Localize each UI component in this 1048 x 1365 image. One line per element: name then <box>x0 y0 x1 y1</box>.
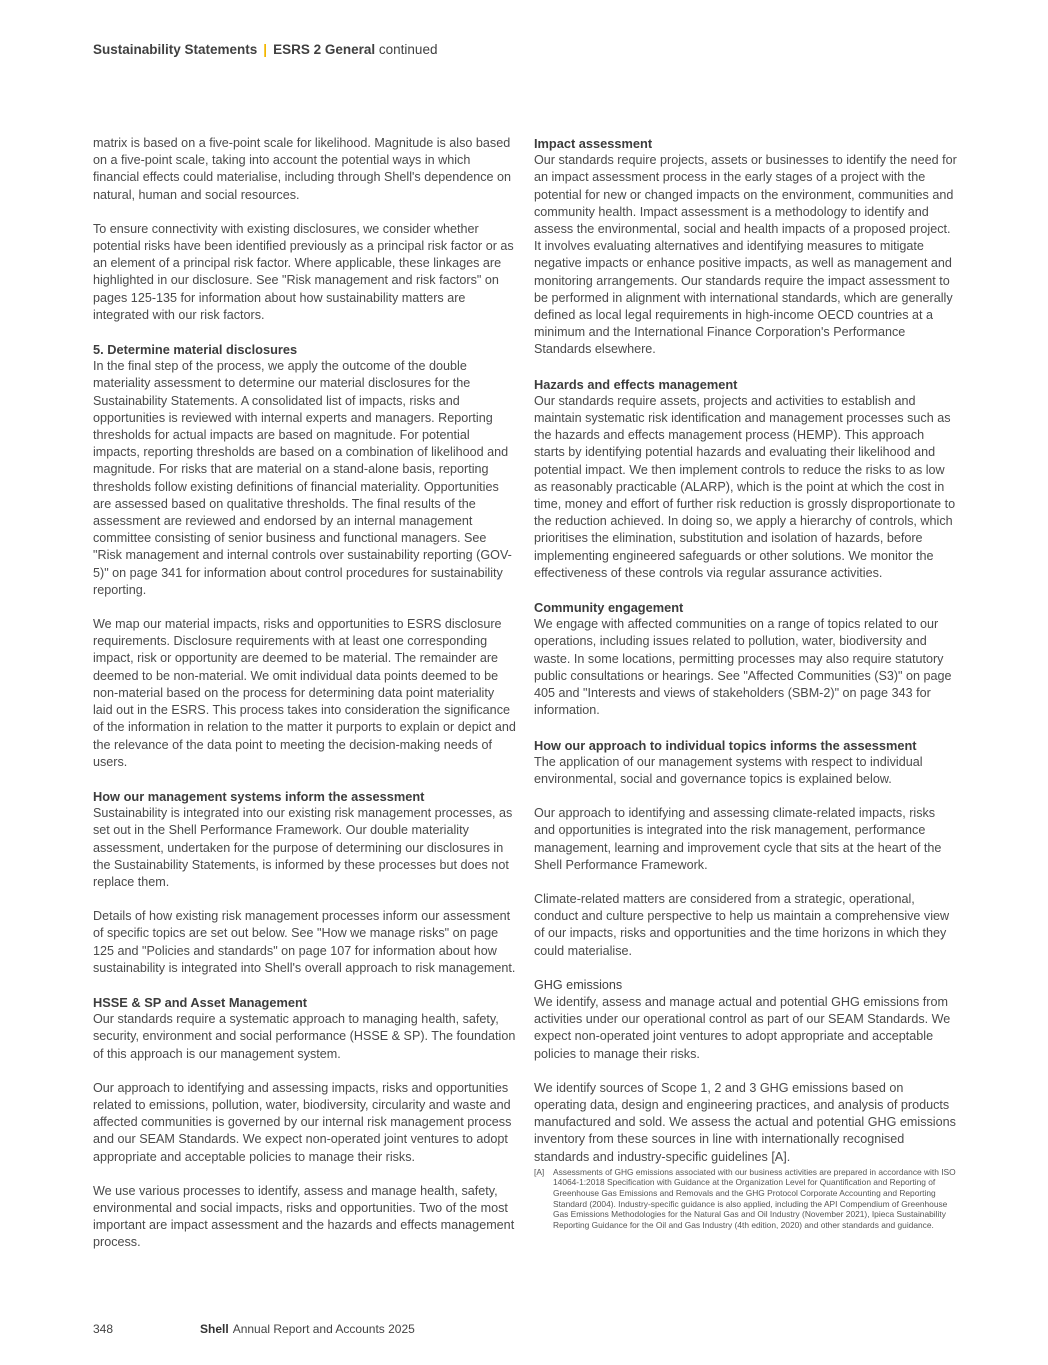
footer-publication: Annual Report and Accounts 2025 <box>232 1322 415 1336</box>
header-separator: | <box>263 42 268 57</box>
paragraph: To ensure connectivity with existing disclosures, we consider whether potential risks have been identified previously as a principal risk factor or as an element of a principal risk factor. Where applicable, these linkages are highlighted in our disclosure. See "Risk management and risk factors" on pages 125-135 for information about how sustainability matters are integrated with our risk factors. <box>93 221 514 322</box>
right-column <box>534 135 958 1230</box>
section-heading: 5. Determine material disclosures <box>93 342 298 358</box>
paragraph: Our approach to identifying and assessing climate-related impacts, risks and opportunities is integrated into the risk management, performance management, learning and improvement cycle that sits at the heart of the Shell Performance Framework. <box>534 806 942 872</box>
section-heading: HSSE & SP and Asset Management <box>93 994 308 1010</box>
page-footer <box>93 1322 415 1336</box>
paragraph: Sustainability is integrated into our existing risk management processes, as set out in the Shell Performance Framework. Our double materiality assessment, undertaken for the purpose of determining our disclosures in the Sustainability Statements, is informed by these processes but does not replace them. <box>93 806 513 889</box>
header-section: Sustainability Statements <box>93 42 258 57</box>
paragraph: We use various processes to identify, assess and manage health, safety, environmental and social impacts, risks and opportunities. Two of the most important are impact assessment and the hazards and effects management process. <box>93 1183 515 1250</box>
page-number: 348 <box>93 1322 114 1336</box>
section-heading: Impact assessment <box>534 136 653 151</box>
section-heading: Community engagement <box>534 600 684 616</box>
paragraph: In the final step of the process, we apply the outcome of the double materiality assessment to determine our material disclosures for the Sustainability Statements. A consolidated list of impacts, risks and opportunities is reviewed with internal experts and managers. Reporting thresholds for actual impacts are based on magnitude. For potential impacts, reporting thresholds are based on a combination of likelihood and magnitude. For risks that are material on a stand-alone basis, reporting thresholds follow existing definitions of financial materiality. Opportunities are assessed based on qualitative thresholds. The final results of the assessment are reviewed and endorsed by an internal management committee consisting of senior business and functional managers. See "Risk management and internal controls over sustainability reporting (GOV-5)" on page 341 for information about control procedures for sustainability reporting. <box>93 359 512 597</box>
paragraph: matrix is based on a five-point scale for likelihood. Magnitude is also based on a five-point scale, taking into account the potential ways in which financial effects could materialise, including through Shell's dependence on natural, human and social resources. <box>93 136 512 202</box>
footnote-mark: [A] <box>534 1166 545 1177</box>
paragraph: We map our material impacts, risks and opportunities to ESRS disclosure requirements. Disclosure requirements with at least one corresponding impact, risk or opportunity are deemed to be material. The remainder are deemed to be non-material. We omit individual data points deemed to be non-material based on the process for determining data point materiality laid out in the ESRS. This process takes into consideration the significance of the information in relation to the matter it purports to explain or depict and the relevance of the data point to meeting the decision-making needs of users. <box>93 617 516 769</box>
footnote-text: Assessments of GHG emissions associated with our business activities are prepared in accordance with ISO 14064-1:2018 Specification with Guidance at the Organization Level for Quantification and Reporting of Greenhouse Gas Emissions and Removals and the GHG Protocol Corporate Accounting and Reporting Standard (2004). Industry-specific guidance is also applied, including the API Compendium of Greenhouse Gas Emissions Methodologies for the Natural Gas and Oil Industry (November 2021), Ipieca Sustainability Reporting Guidance for the Oil and Gas Industry (4th edition, 2020) and other standards and guidance. <box>553 1166 956 1230</box>
header-subsection: ESRS 2 General <box>273 42 376 57</box>
footer-brand: Shell <box>200 1322 229 1336</box>
footnote <box>534 1167 958 1231</box>
left-column <box>93 135 517 1269</box>
paragraph: Climate-related matters are considered from a strategic, operational, conduct and culture perspective to help us maintain a comprehensive view of our impacts, risks and opportunities and the time horizons in which they could materialise. <box>534 891 950 958</box>
paragraph: Our standards require assets, projects and activities to establish and maintain systematic risk identification and management processes such as the hazards and effects management process (HEMP). This approach starts by identifying potential hazards and evaluating their likelihood and potential impact. We then implement controls to reduce the risks to as low as reasonably practicable (ALARP), which is the point at which the cost in time, money and effort of further risk reduction is grossly disproportionate to the reduction achieved. In doing so, we apply a hierarchy of controls, which prioritises the elimination, substitution and isolation of hazards, before implementing engineered safeguards or other solutions. We monitor the effectiveness of these controls via regular assurance activities. <box>534 393 956 580</box>
paragraph: We identify sources of Scope 1, 2 and 3 GHG emissions based on operating data, design and engineering practices, and analysis of products manufactured and sold. We assess the actual and potential GHG emissions inventory from these sources in line with internationally recognised standards and industry-specific guidelines [A]. <box>534 1080 956 1164</box>
paragraph: Our standards require a systematic approach to managing health, safety, security, environment and social performance (HSSE & SP). The foundation of this approach is our management system. <box>93 1012 516 1061</box>
paragraph: We identify, assess and manage actual and potential GHG emissions from activities under our operational control as part of our SEAM Standards. We expect non-operated joint ventures to adopt appropriate and acceptable policies to manage their risks. <box>534 994 951 1061</box>
section-heading: Hazards and effects management <box>534 376 738 392</box>
paragraph: Our standards require projects, assets or businesses to identify the need for an impact assessment process in the early stages of a project with the potential for new or changed impacts on the environment, communities and community health. Impact assessment is a methodology to identify and assess the environmental, social and health impacts of a proposed project. It involves evaluating alternatives and identifying measures to mitigate negative impacts or enhance positive impacts, as well as management and monitoring arrangements. Our standards require the impact assessment to be performed in alignment with international standards, which are generally defined as local legal requirements in high-income OECD countries at a minimum and the International Finance Corporation's Performance Standards elsewhere. <box>534 153 957 357</box>
paragraph: We engage with affected communities on a range of topics related to our operations, including issues related to pollution, water, biodiversity and waste. In some locations, permitting processes may also require statutory public consultations or hearings. See "Affected Communities (S3)" on page 405 and "Interests and views of stakeholders (SBM-2)" on page 343 for information. <box>534 617 952 718</box>
header-continued: continued <box>378 42 438 57</box>
section-heading: How our approach to individual topics informs the assessment <box>534 737 917 753</box>
paragraph: The application of our management systems with respect to individual environmental, social and governance topics is explained below. <box>534 754 923 786</box>
paragraph: Our approach to identifying and assessing impacts, risks and opportunities related to emissions, pollution, water, biodiversity, circularity and waste and affected communities is governed by our internal risk management process and our SEAM Standards. We expect non-operated joint ventures to adopt appropriate and acceptable policies to manage their risks. <box>93 1080 512 1164</box>
subsection-heading: GHG emissions <box>534 977 623 992</box>
running-header <box>93 42 437 57</box>
paragraph: Details of how existing risk management processes inform our assessment of specific topics are set out below. See "How we manage risks" on page 125 and "Policies and standards" on page 107 for information about how sustainability is integrated into Shell's overall approach to risk management. <box>93 909 516 975</box>
section-heading: How our management systems inform the assessment <box>93 788 425 804</box>
